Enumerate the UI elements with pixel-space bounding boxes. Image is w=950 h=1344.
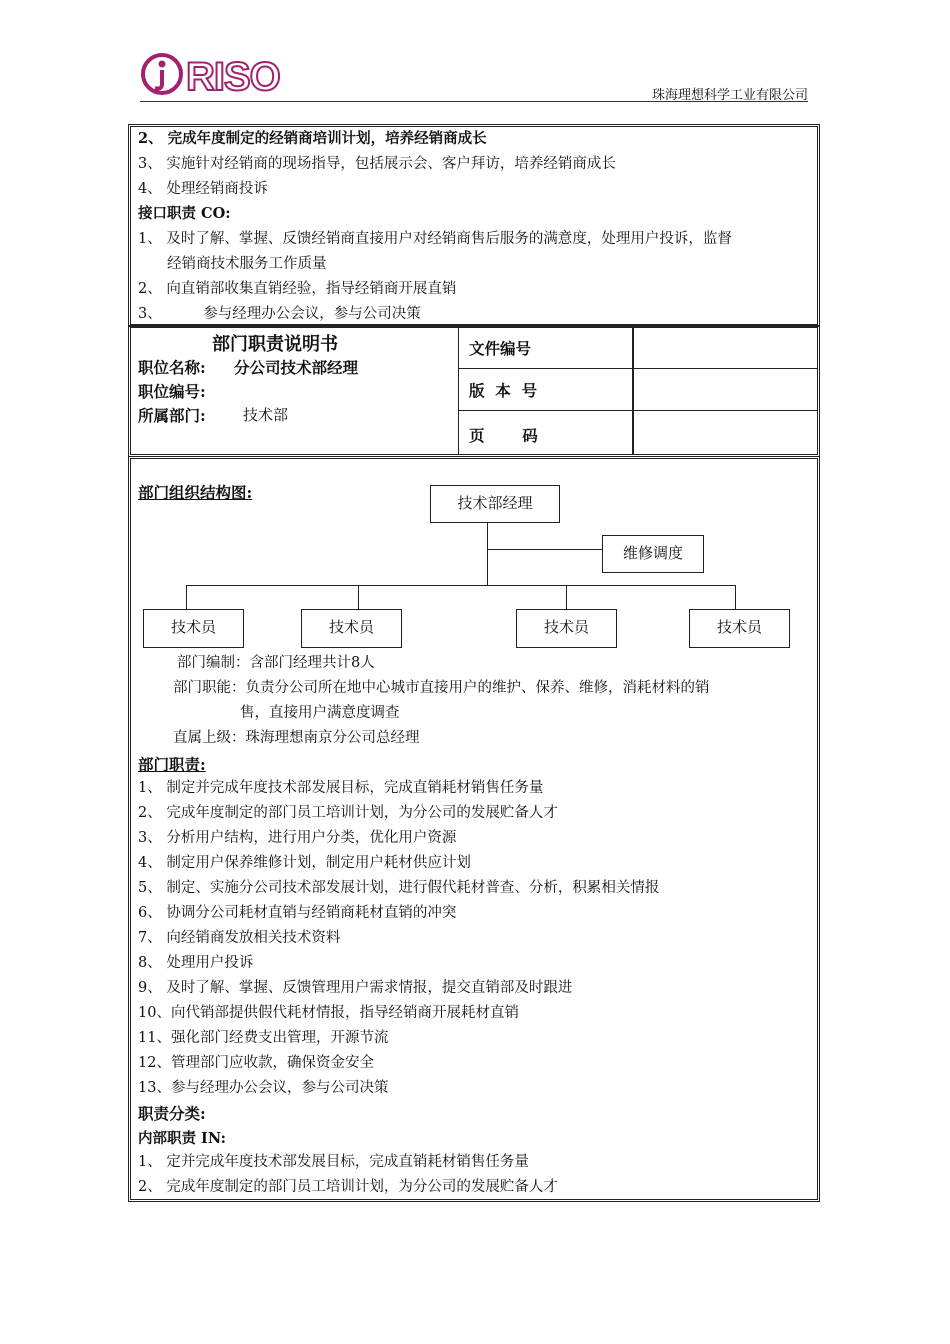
department-value: 技术部 (243, 406, 289, 424)
duty-item: 6、 协调分公司耗材直销与经销商耗材直销的冲突 (138, 905, 457, 921)
position-no-label: 职位编号: (138, 382, 206, 401)
top-line: 3、 参与经理办公会议，参与公司决策 (138, 306, 421, 322)
top-line: 2、 完成年度制定的经销商培训计划，培养经销商成长 (138, 130, 487, 147)
internal-duty-item: 2、 完成年度制定的部门员工培训计划，为分公司的发展贮备人才 (138, 1179, 558, 1195)
top-line: 4、 处理经销商投诉 (138, 181, 268, 197)
duties-heading: 部门职责: (138, 755, 206, 774)
doc-no-value-cell (632, 327, 818, 369)
duty-item: 2、 完成年度制定的部门员工培训计划，为分公司的发展贮备人才 (138, 805, 558, 821)
duty-classification-heading: 职责分类: (138, 1104, 206, 1123)
form-title: 部门职责说明书 (212, 334, 338, 355)
org-box-technician: 技术员 (301, 609, 402, 648)
duty-item: 3、 分析用户结构，进行用户分类，优化用户资源 (138, 830, 457, 846)
version-value-cell (632, 368, 818, 411)
version-label: 版 本 号 (469, 381, 538, 400)
headcount: 部门编制：含部门经理共计8人 (177, 655, 375, 671)
org-box-dispatcher: 维修调度 (602, 535, 704, 573)
internal-duty-item: 1、 定并完成年度技术部发展目标，完成直销耗材销售任务量 (138, 1154, 529, 1170)
department-label: 所属部门: (138, 406, 206, 425)
doc-no-label: 文件编号 (469, 339, 532, 358)
riso-logo (140, 50, 300, 98)
top-line: 2、 向直销部收集直销经验，指导经销商开展直销 (138, 281, 457, 297)
top-line: 3、 实施针对经销商的现场指导，包括展示会、客户拜访，培养经销商成长 (138, 156, 616, 172)
duty-item: 5、 制定、实施分公司技术部发展计划，进行假代耗材普查、分析，积累相关情报 (138, 880, 660, 896)
top-line: 1、 及时了解、掌握、反馈经销商直接用户对经销商售后服务的满意度，处理用户投诉，监督 (138, 231, 732, 247)
page-value-cell (632, 410, 818, 455)
connector-vertical-main (487, 522, 488, 585)
duty-item: 4、 制定用户保养维修计划，制定用户耗材供应计划 (138, 855, 471, 871)
org-box-technician: 技术员 (516, 609, 617, 648)
duty-item: 11、强化部门经费支出管理，开源节流 (138, 1030, 389, 1046)
duty-item: 10、向代销部提供假代耗材情报，指导经销商开展耗材直销 (138, 1005, 519, 1021)
page-label: 页 码 (469, 426, 538, 445)
position-name: 分公司技术部经理 (234, 358, 359, 377)
connector-horizontal (186, 585, 735, 586)
direct-superior: 直属上级：珠海理想南京分公司总经理 (173, 730, 420, 746)
interface-duties-heading: 接口职责 CO: (138, 205, 231, 222)
top-line: 经销商技术服务工作质量 (167, 256, 327, 272)
duty-item: 9、 及时了解、掌握、反馈管理用户需求情报，提交直销部及时跟进 (138, 980, 573, 996)
duty-item: 13、参与经理办公会议，参与公司决策 (138, 1080, 389, 1096)
connector-staff (566, 585, 567, 610)
logo-text: RISO (186, 55, 280, 98)
org-box-manager: 技术部经理 (430, 485, 560, 523)
connector-to-dispatcher (487, 549, 603, 550)
connector-staff (735, 585, 736, 610)
dept-function: 部门职能：负责分公司所在地中心城市直接用户的维护、保养、维修，消耗材料的销 (173, 680, 710, 696)
org-box-technician: 技术员 (143, 609, 244, 648)
duty-item: 12、管理部门应收款，确保资金安全 (138, 1055, 374, 1071)
duty-item: 7、 向经销商发放相关技术资料 (138, 930, 341, 946)
company-name: 珠海理想科学工业有限公司 (651, 88, 808, 103)
internal-duties-heading: 内部职责 IN: (138, 1130, 226, 1147)
org-chart-heading: 部门组织结构图: (138, 483, 253, 502)
org-box-technician: 技术员 (689, 609, 790, 648)
connector-staff (358, 585, 359, 610)
position-name-label: 职位名称: (138, 358, 206, 377)
duty-item: 8、 处理用户投诉 (138, 955, 254, 971)
connector-staff (186, 585, 187, 610)
header-rule (140, 101, 808, 102)
dept-function-cont: 售，直接用户满意度调查 (240, 705, 400, 721)
duty-item: 1、 制定并完成年度技术部发展目标，完成直销耗材销售任务量 (138, 780, 544, 796)
